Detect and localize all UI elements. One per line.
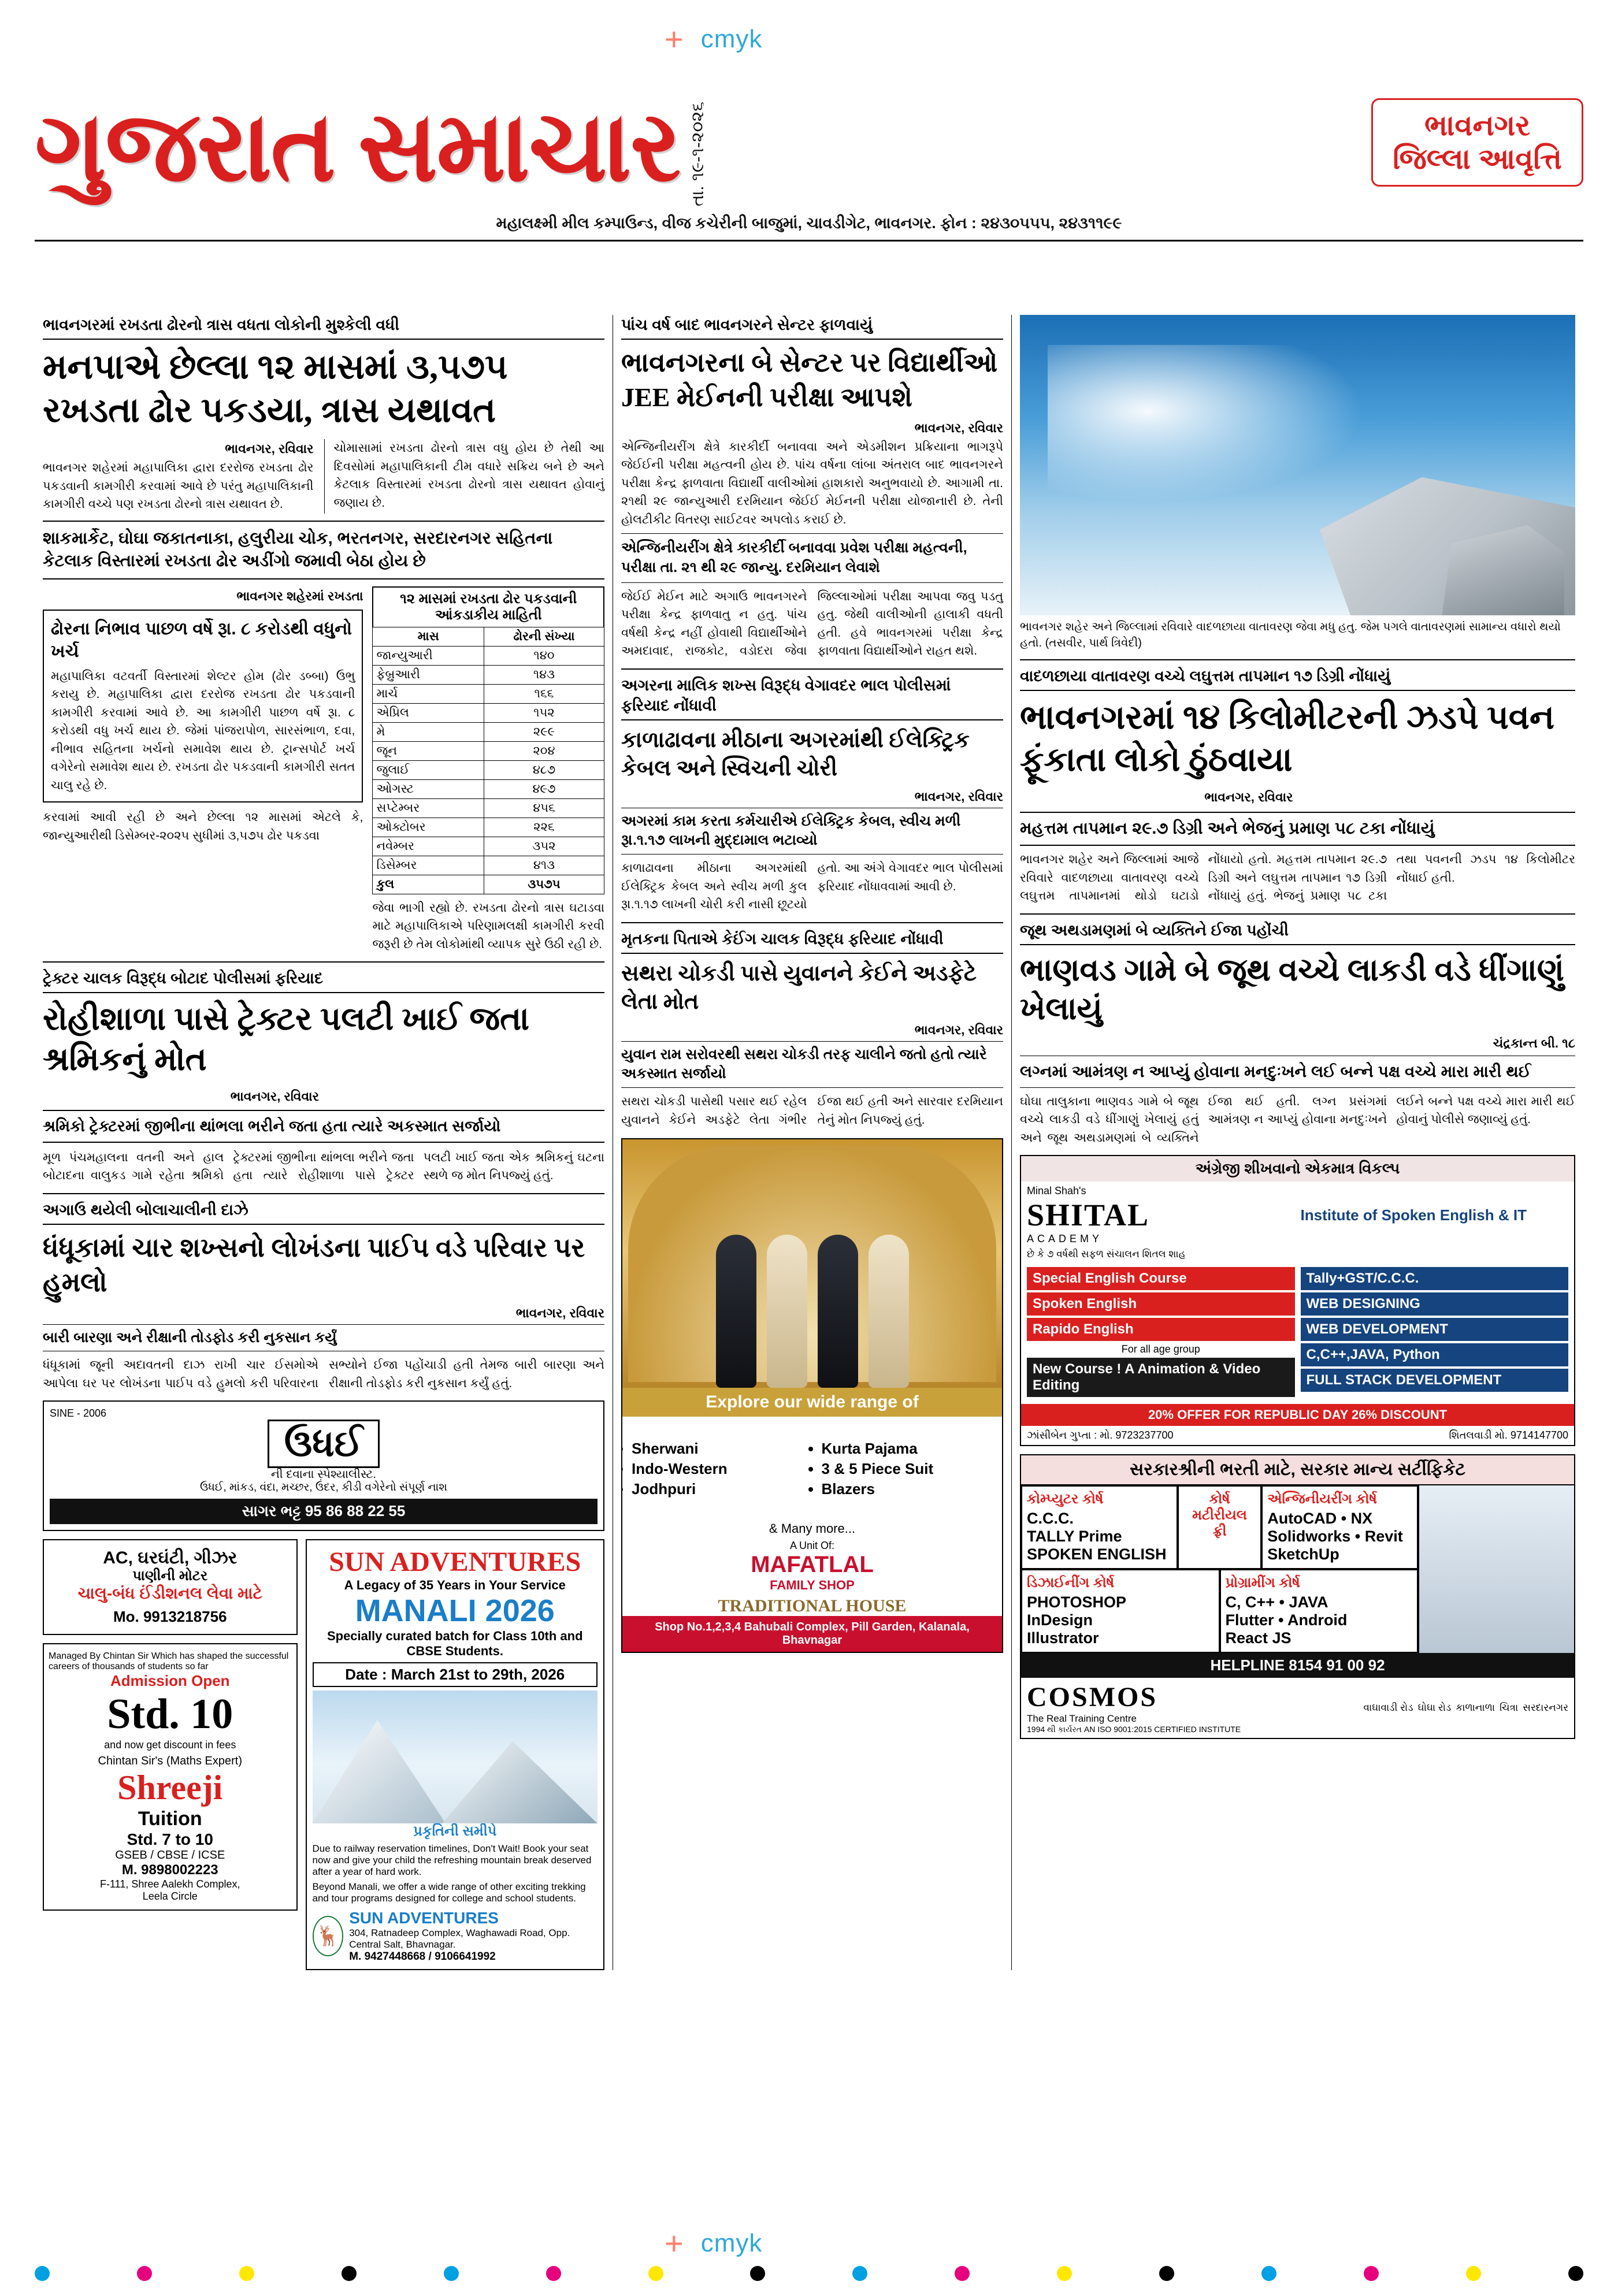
ad-cosmos-courses[interactable] [1020,1454,1575,1739]
masthead-address: મહાલક્ષ્મી મીલ કમ્પાઉન્ડ, વીજ કચેરીની બાજુમાં, ચાવડીગેટ, ભાવનગર. ફોન : ૨૪૩૦૫૫૫, ૨૪૩૧૧૯૯ [496,214,1122,232]
table-row: માર્ચ ૧૬૬ [373,684,604,703]
ad-shital-course-3[interactable]: Rapido English [1027,1318,1295,1341]
ad-sun-program: MANALI 2026 [355,1593,555,1629]
bhanvad-byline: ચંદ્રકાન્ત બી. ૧૮ [1493,1035,1575,1050]
ad-shital-brand: SHITAL [1027,1198,1150,1233]
ad-shreeji-name: Shreeji [117,1769,223,1807]
cable-subhead: અગરમાં કામ કરતા કર્મચારીએ ઈલેક્ટ્રિક કેબલ, સ્વીચ મળી રૂ।.૧.૧૭ લાખની મુદ્દામાલ ભટાવ્યો [621,808,1003,855]
ad-shreeji-discount: and now get discount in fees [104,1739,236,1751]
ad-ac-line1: AC, ઘરઘંટી, ગીઝર [103,1548,237,1568]
cattle-subhead: શાકમાર્કેટ, ઘોઘા જકાતનાકા, હલુરીયા ચોક, ભરતનગર, સરદારનગર સહિતના કેટલાક વિસ્તારમાં રખડતા ઢોર અડીંગો જમાવી બેઠા હોય છે [43,521,604,579]
section-rule-4 [621,922,1003,923]
ad-shital-left-note: For all age group [1121,1343,1200,1355]
ad-shreeji-addr2: Leela Circle [142,1890,198,1903]
ad-mafatlal-many-more: & Many more... [769,1521,856,1536]
table-row: જાન્યુઆરી ૧૪૦ [373,646,604,665]
masthead [35,93,1583,242]
ad-shital-it-5[interactable]: FULL STACK DEVELOPMENT [1301,1369,1569,1392]
ad-cosmos-branch-2: ઘોઘા રોડ [1417,1702,1452,1714]
cable-byline: ભાવનગર, રવિવાર [914,789,1003,804]
sathra-subhead: યુવાન રામ સરોવરથી સથરા ચોકડી તરફ ચાલીને જતો હતો ત્યારે અકસ્માત સર્જાયો [621,1041,1003,1088]
tractor-subhead: શ્રમિકો ટ્રેક્ટરમાં જીભીના થાંભલા ભરીને જતા હતા ત્યારે અકસ્માત સર્જાયો [43,1110,604,1142]
cattle-boxed-note [43,610,363,803]
edition-badge [1371,98,1583,187]
registration-plus-icon: + [665,21,684,57]
ad-shital-course-1[interactable]: Special English Course [1027,1267,1295,1290]
cold-byline: ભાવનગર, રવિવાર [1204,790,1293,805]
ad-sun-mobile[interactable]: M. 9427448668 / 9106641992 [349,1951,496,1963]
ad-shital-gu-title: અંગ્રેજી શીખવાનો એકમાત્ર વિકલ્પ [1021,1156,1574,1182]
ad-shital-contact-2[interactable]: શિતલવાડી મો. 9714147700 [1449,1429,1568,1441]
ad-udhai-since: SINE - 2006 [50,1407,107,1420]
table-row: કુલ ૩૫૭૫ [373,875,604,894]
section-rule-2 [43,1193,604,1194]
ad-mafatlal-address: Shop No.1,2,3,4 Bahubali Complex, Pill Garden, Kalanala, Bhavnagar [622,1616,1002,1652]
bhanvad-kicker: જૂથ અથડામણમાં બે વ્યક્તિને ઈજા પહોંચી [1020,920,1575,945]
ad-shital-academy[interactable] [1020,1155,1575,1446]
ad-shital-it-3[interactable]: WEB DEVELOPMENT [1301,1318,1569,1341]
table-row: નવેમ્બર ૩૫૨ [373,837,604,856]
table-row: એપ્રિલ ૧૫૨ [373,703,604,722]
dhanduka-byline: ભાવનગર, રવિવાર [515,1305,604,1320]
ad-shital-it-4[interactable]: C,C++,JAVA, Python [1301,1343,1569,1366]
ad-sun-address: 304, Ratnadeep Complex, Waghawadi Road, Opp. Central Salt, Bhavnagar. [349,1927,570,1951]
ad-shreeji-tuition[interactable] [43,1643,298,1911]
ad-mafatlal-store: TRADITIONAL HOUSE [718,1596,907,1616]
ad-shreeji-std: Std. 10 [107,1691,233,1738]
ad-ac-line2: પાણીની મોટર [132,1568,208,1584]
cmyk-label-top: cmyk [700,25,763,53]
ad-mafatlal-items-right: • Kurta Pajama • 3 & 5 Piece Suit • Blazers [812,1432,1003,1506]
ad-sun-sub: Specially curated batch for Class 10th and CBSE Students. [326,1629,583,1659]
jee-para-1: એન્જિનીયરીંગ ક્ષેત્રે કારકીર્દી બનાવવા અને એડમીશન પ્રક્રિયાના ભાગરૂપે જેઈઈની પરીક્ષા મહત્વની હોય છે. પાંચ વર્ષના લાંબા અંતરાલ બાદ ભાવનગરને પરીક્ષા કેન્દ્ર ફાળવાતા વિદ્યાર્થી વાલીઓમાં હાશકારો અનુભવાયો છે. આગામી તા. ૨૧થી ૨૯ જાન્યુઆરી દરમિયાન જેઈઈ મેઈનની પરીક્ષા યોજાનારી છે. તેની હોલટીકીટ વિતરણ સાઈટવર અપલોડ કરાઈ છે. [621,440,1004,526]
tractor-body: મૂળ પંચમહાલના વતની અને હાલ બોટાદના વાલુકડ ગામે રહેતા શ્રમિકો ટ્રેક્ટરમાં જીભીના થાંભલા ભરીને જતા હતા ત્યારે રોહીશાળા પાસે ટ્રેક્ટર પલટી ખાઈ જતા એક શ્રમિકનું ઘટના સ્થળે જ મોત નિપજ્યું હતું. [43,1150,604,1183]
ad-sun-adventures[interactable] [306,1539,604,1970]
ad-udhai-name: સાગર ભટ્ટ [242,1502,301,1520]
ad-cosmos-engineering-course[interactable]: એન્જિનીયરીંગ કોર્ષ AutoCAD • NX Solidworks • Revit SketchUp [1261,1485,1418,1569]
ad-cosmos-helpline[interactable]: HELPLINE 8154 91 00 92 [1021,1653,1574,1678]
cold-headline: ભાવનગરમાં ૧૪ કિલોમીટરની ઝડપે પવન ફૂંકાતા લોકો ઠુંઠવાયા [1020,699,1555,778]
ad-sun-note-1: Due to railway reservation timelines, Don't Wait! Book your seat now and give your child the refreshing mountain break deserved after a year of hard work. [312,1843,592,1878]
cattle-table-footnote: જેવા ભાગી રહ્યો છે. રખડતા ઢોરનો ત્રાસ ઘટાડવા માટે મહાપાલિકાએ પરિણામલક્ષી કામગીરી કરવી જરૂરી છે તેમ લોકોમાંથી વ્યાપક સુરે ઉઠી રહી છે. [372,901,604,951]
jee-subhead: એન્જિનીયરીંગ ક્ષેત્રે કારકીર્દી બનાવવા પ્રવેશ પરીક્ષા મહત્વની, પરીક્ષા તા. ૨૧ થી ૨૯ જાન્યુ. દરમિયાન લેવાશે [621,533,1003,583]
bhanvad-headline: ભાણવડ ગામે બે જૂથ વચ્ચે લાકડી વડે ધીંગાણું ખેલાયું [1020,952,1564,1027]
edition-line-1: ભાવનગર [1424,109,1531,142]
ad-cosmos-designing-course[interactable]: ડિઝાઈનીંગ કોર્ષ PHOTOSHOP InDesign Illustrator [1021,1569,1220,1653]
ad-mafatlal-items-left: • Sherwani • Indo-Western • Jodhpuri [622,1432,812,1506]
cattle-table-caption: ૧૨ માસમાં રખડતા ઢોર પકડવાની આંકડાકીય માહિતી [372,586,604,627]
ad-cosmos-brand: COSMOS [1027,1682,1158,1713]
section-rule-5 [1020,659,1575,660]
jee-byline: ભાવનગર, રવિવાર [914,420,1003,435]
ad-shital-contact-1[interactable]: ઝાંસીબેન ગુપ્તા : મો. 9723237700 [1027,1429,1174,1441]
ad-cosmos-branch-3: કાળાનાળા [1456,1702,1495,1714]
table-row: સપ્ટેમ્બર ૪૫૬ [373,798,604,818]
cattle-para-1: ભાવનગર શહેરમાં મહાપાલિકા દ્વારા દરરોજ રખડતા ઢોર પકડવાની કામગીરી કરવામાં આવે છે પરંતુ મહાપાલિકાની કામગીરી વચ્ચે પણ રખડતા ઢોરનો ત્રાસ યથાવત છે. [43,461,314,511]
ad-ac-mobile[interactable]: Mo. 9913218756 [113,1608,227,1626]
ad-sun-date: Date : March 21st to 29th, 2026 [313,1662,598,1687]
cold-kicker: વાદળછાયા વાતાવરણ વચ્ચે લઘુત્તમ તાપમાન ૧૭ ડિગ્રી નોંધાયું [1020,666,1575,691]
jee-headline: ભાવનગરના બે સેન્ટર પર વિદ્યાર્થીઓ JEE મેઈનની પરીક્ષા આપશે [621,348,998,412]
tractor-headline: રોહીશાળા પાસે ટ્રેક્ટર પલટી ખાઈ જતા શ્રમિકનું મોત [43,1001,530,1078]
ad-cosmos-programming-course[interactable]: પ્રોગ્રામીંગ કોર્ષ C, C++ • JAVA Flutter • Android React JS [1220,1569,1419,1653]
ad-shital-note: છે કે ૭ વર્ષથી સફળ સંચાલન શિતલ શાહ [1027,1249,1186,1260]
weather-photo-caption: ભાવનગર શહેર અને જિલ્લામાં રવિવારે વાદળછાયા વાતાવરણ જેવા મધુ હતુ. જેમ પગલે વાતાવરણમાં સામાન્ય વધારો થયો હતો. (તસવીર, પાર્થ ત્રિવેદી) [1020,621,1561,649]
table-header-month: માસ [373,627,484,646]
ad-sun-photo [313,1691,598,1823]
ad-cosmos-branch-4: ચિત્રા [1500,1702,1519,1714]
ad-cosmos-iso: 1994 થી કાર્યરત AN ISO 9001:2015 CERTIFIED INSTITUTE [1027,1725,1241,1734]
column-center [613,315,1011,1970]
ad-shreeji-boards: GSEB / CBSE / ICSE [115,1849,225,1862]
cattle-byline-2: ભાવનગર શહેરમાં રખડતા [236,588,363,603]
cold-body: ભાવનગર શહેર અને જિલ્લામાં આજે રવિવારે વાદળછાયા વાતાવરણ વચ્ચે લઘુત્તમ તાપમાનમાં થોડો ઘટાડો નોંધાયો હતો. મહત્તમ તાપમાન ૨૯.૭ ડિગ્રી અને લઘુત્તમ તાપમાન ૧૭ ડિગ્રી નોંધાયું હતું. ભેજનું પ્રમાણ ૫૮ ટકા તથા પવનની ઝડપ ૧૪ કિલોમીટર નોંધાઈ હતી. [1020,853,1575,903]
cattle-table-body [373,646,604,894]
cable-kicker: અગરના માલિક શખ્સ વિરૂદ્ધ વેગાવદર ભાલ પોલીસમાં ફરિયાદ નોંધાવી [621,675,1003,720]
ad-shital-academy-word: ACADEMY [1027,1233,1103,1245]
table-row: ઓગસ્ટ ૪૯૭ [373,779,604,798]
ad-cosmos-branch-1: વાઘાવાડી રોડ [1363,1702,1413,1714]
table-row: મે ૨૯૯ [373,722,604,741]
table-row: જૂન ૨૦૪ [373,741,604,760]
ad-shreeji-managed: Managed By Chintan Sir Which has shaped the successful careers of thousands of students so far [49,1651,289,1672]
sathra-byline: ભાવનગર, રવિવાર [914,1022,1003,1037]
ad-ac-line3: ચાલુ-બંધ ઈંડીશનલ લેવા માટે [77,1584,262,1603]
cable-body: કાળાઢાવના મીઠાના અગરમાંથી ઈલેક્ટ્રિક કેબલ અને સ્વીચ મળી કુલ રૂ।.૧.૧૭ લાખની ચોરી કરી નાસી છૂટયો હતો. આ અંગે વેગાવદર ભાલ પોલીસમાં ફરિયાદ નોંધાવવામાં આવી છે. [621,861,1003,912]
table-header-count: ઢોરની સંખ્યા [484,627,604,646]
cmyk-label-bottom: cmyk [700,2229,763,2257]
section-rule-6 [1020,913,1575,915]
masthead-rule [35,240,1583,242]
ad-cosmos-computer-course[interactable]: કોમ્પ્યુટર કોર્ષ C.C.C. TALLY Prime SPOKEN ENGLISH [1021,1485,1178,1569]
main-content [35,315,1583,1970]
jee-body: જેઈઈ મેઈન માટે અગાઉ ભાવનગરને પરીક્ષા કેન્દ્ર ફાળવાતુ ન હતુ. પાંચ વર્ષથી કેન્દ્ર નહીં હોવાથી વિદ્યાર્થીઓને અમદાવાદ, રાજકોટ, વડોદરા જેવા જિલ્લાઓમાં પરીક્ષા આપવા જવુ પડતુ હતુ. જેથી વાલીઓની હાલાકી વધતી હતી. હવે ભાવનગરમાં પરીક્ષા કેન્દ્ર ફાળવાતા વિદ્યાર્થીઓને રાહત થશે. [621,589,1003,658]
ad-shital-it-2[interactable]: WEB DESIGNING [1301,1292,1569,1316]
ad-shreeji-addr1: F-111, Shree Aalekh Complex, [100,1878,240,1890]
sathra-headline: સથરા ચોકડી પાસે યુવાનને કેઈને અડફેટે લેતા મોત [621,961,977,1015]
cable-headline: કાળાઢાવના મીઠાના અગરમાંથી ઈલેક્ટ્રિક કેબલ અને સ્વિચની ચોરી [621,727,970,781]
table-row: જુલાઈ ૪૮૭ [373,760,604,779]
ad-shreeji-admission: Admission Open [110,1672,230,1690]
sathra-body: સથરા ચોકડી પાસેથી પસાર થઈ રહેલ યુવાનને કેઈને અડફેટે લેતા ગંભીર ઈજા થઈ હતી અને સારવાર દરમિયાન તેનું મોત નિપજ્યું હતું. [621,1095,1003,1127]
cattle-box-body: મહાપાલિકા વટવર્તી વિસ્તારમાં શેલ્ટર હોમ (ઢોર ડબ્બા) ઉભુ કરાયુ છે. મહાપાલિકા દ્વારા દરરોજ રખડતા ઢોર પકડવાની કામગીરી કરવામાં આવે છે. આ કામગીરી પાછળ વર્ષે રૂા. ૮ કરોડથી વધુ ખર્ચ થાય છે. જેમાં પાંજરાપોળ, સારસંભાળ, દવા, નીભાવ સહિતના ખર્ચનો સમાવેશ થાય છે. ટ્રાન્સપોર્ટ ખર્ચ વગેરેનો સમાવેશ થાય છે. રખડતા ઢોર પકડવાની કામગીરી સતત ચાલુ રહે છે. [51,669,355,792]
ad-sun-title: SUN ADVENTURES [329,1547,581,1578]
cold-subhead: મહત્તમ તાપમાન ૨૯.૭ ડિગ્રી અને ભેજનું પ્રમાણ ૫૮ ટકા નોંધાયું [1020,812,1575,846]
issue-date: તા. ૧૯-૧-૨૦૨૬ [688,102,707,207]
ad-udhai[interactable] [43,1400,604,1531]
ad-cosmos-branch-5: સરદારનગર [1523,1702,1568,1714]
ad-sun-tagline: A Legacy of 35 Years in Your Service [344,1578,566,1593]
bhanvad-body: ઘોઘા તાલુકાના ભાણવડ ગામે બે જૂથ વચ્ચે લાકડી વડે ધીંગાણું ખેલાયું હતું અને જૂથ અથડામણમાં બે વ્યક્તિને ઈજા થઈ હતી. લગ્ન પ્રસંગમાં આમંત્રણ ન આપ્યું હોવાના મનદુઃખને લઈને બન્ને પક્ષ વચ્ચે મારા મારી થઈ હોવાનું પોલીસે જણાવ્યું હતું. [1020,1094,1575,1145]
cattle-tail: કરવામાં આવી રહી છે અને છેલ્લા ૧૨ માસમાં એટલે કે, જાન્યુઆરીથી ડિસેમ્બર-૨૦૨૫ સુધીમાં ૩,૫૭૫ ઢોર પકડવા [43,811,363,842]
weather-photo [1020,315,1575,615]
ad-cosmos-header: સરકારશ્રીની ભરતી માટે, સરકાર માન્ય સર્ટીફિકેટ [1021,1455,1574,1485]
table-row: ડિસેમ્બર ૪૧૩ [373,856,604,875]
dhanduka-headline: ધંધૂકામાં ચાર શખ્સનો લોખંડના પાઈપ વડે પરિવાર પર હુમલો [43,1233,585,1297]
tractor-kicker: ટ્રેક્ટર ચાલક વિરૂદ્ધ બોટાદ પોલીસમાં ફરિયાદ [43,968,604,993]
model-figures [622,1214,1002,1388]
cattle-kicker: ભાવનગરમાં રખડતા ઢોરનો ત્રાસ વધતા લોકોની મુશ્કેલી વધી [43,315,604,340]
ad-mafatlal-unit: A Unit Of: [789,1540,835,1552]
bhanvad-subhead: લગ્નમાં આમંત્રણ ન આપ્યું હોવાના મનદુઃખને લઈ બન્ને પક્ષ વચ્ચે મારા મારી થઈ [1020,1056,1575,1088]
registration-plus-icon-bottom: + [665,2225,684,2261]
dhanduka-kicker: અગાઉ થયેલી બોલાચાલીની દાઝે [43,1200,604,1225]
ad-cosmos-photo [1418,1485,1574,1653]
ad-udhai-phone: 95 86 88 22 55 [305,1502,406,1520]
ad-shreeji-mobile[interactable]: M. 9898002223 [121,1862,218,1878]
cattle-byline: ભાવનગર, રવિવાર [225,441,314,456]
ad-mafatlal-explore: Explore our wide range of [622,1388,1002,1417]
ad-ac-service[interactable] [43,1539,298,1635]
ad-sun-footer-name: SUN ADVENTURES [349,1909,499,1927]
ad-shital-offer: 20% OFFER FOR REPUBLIC DAY 26% DISCOUNT [1021,1404,1574,1426]
ad-shreeji-tuition-label: Tuition [138,1808,202,1830]
deer-logo-icon: 🦌 [313,1916,344,1956]
jee-kicker: પાંચ વર્ષ બાદ ભાવનગરને સેન્ટર ફાળવાયું [621,315,1003,340]
ad-cosmos-brand-sub: The Real Training Centre [1027,1713,1137,1725]
ad-shreeji-range: Std. 7 to 10 [127,1830,213,1849]
ad-udhai-line1: ની દવાના સ્પેશ્યાલીસ્ટ. [271,1468,376,1481]
crop-mark-top [665,23,762,55]
cattle-stats-table [372,586,604,894]
ad-shital-course-2[interactable]: Spoken English [1027,1292,1295,1316]
ad-mafatlal-brand: MAFATLAL [751,1552,874,1578]
tractor-byline: ભાવનગર, રવિવાર [230,1089,319,1104]
ad-mafatlal-photo [622,1139,1002,1388]
dhanduka-body: ધંધૂકામાં જૂની અદાવતની દાઝ રાખી ચાર ઈસમોએ આપેલા ઘર પર લોખંડના પાઈપ વડે હુમલો કરી પરિવારના સભ્યોને ઈજા પહોંચાડી હતી તેમજ બારી બારણા અને રીક્ષાની તોડફોડ કરી નુકસાન કર્યું હતું. [43,1358,604,1390]
color-control-strip [35,2266,1583,2281]
crop-mark-bottom [665,2227,762,2260]
ad-shital-new-course[interactable]: New Course ! A Animation & Video Editing [1027,1358,1295,1397]
section-rule-3 [621,668,1003,670]
dhanduka-subhead: બારી બારણા અને રીક્ષાની તોડફોડ કરી નુકસાન કર્યું [43,1324,604,1352]
column-right [1011,315,1583,1970]
cattle-headline: મનપાએ છેલ્લા ૧૨ માસમાં ૩,૫૭૫ રખડતા ઢોર પકડયા, ત્રાસ યથાવત [43,348,508,430]
column-left [35,315,613,1970]
edition-line-2: જિલ્લા આવૃત્તિ [1393,142,1562,175]
ad-shital-it-1[interactable]: Tally+GST/C.C.C. [1301,1267,1569,1290]
ad-mafatlal[interactable] [621,1138,1003,1653]
table-row: ઓક્ટોબર ૨૨૬ [373,818,604,837]
ad-udhai-logo: ઉધઈ [268,1420,380,1468]
ad-sun-caption-gu: પ્રકૃતિની સમીપે [413,1823,497,1840]
page-title: ગુજરાત સમાચાર [35,93,680,202]
ad-udhai-line2: ઉધઈ, માંકડ, વંદા, મચ્છર, ઉંદર, કીડી વગેરેનો સંપૂર્ણ નાશ [200,1481,447,1494]
ad-shital-dept: Institute of Spoken English & IT [1300,1206,1527,1224]
ad-sun-note-2: Beyond Manali, we offer a wide range of other exciting trekking and tour programs designed for college and school students. [312,1881,586,1904]
section-rule [43,961,604,963]
ad-mafatlal-brand-sub: FAMILY SHOP [770,1578,855,1593]
ad-cosmos-free-material: કોર્ષ મટીરીયલ ફ્રી [1178,1485,1261,1569]
cattle-para-2: ચોમાસામાં રખડતા ઢોરનો ત્રાસ વધુ હોય છે તેથી આ દિવસોમાં મહાપાલિકાની ટીમ વધારે સક્રિય બને છે અને કેટલાક વિસ્તારમાં રખડતા ઢોરનો ત્રાસ યથાવત હોવાનું જણાય છે. [333,441,604,510]
table-row: ફેબ્રુઆરી ૧૪૩ [373,665,604,684]
cattle-box-title: ઢોરના નિભાવ પાછળ વર્ષે રૂા. ૮ કરોડથી વધુનો ખર્ચ [51,619,352,661]
ad-shreeji-expert: Chintan Sir's (Maths Expert) [98,1755,242,1768]
ad-shital-owner: Minal Shah's [1027,1185,1086,1197]
sathra-kicker: મૃતકના પિતાએ કેઈંગ ચાલક વિરૂદ્ધ ફરિયાદ નોંધાવી [621,929,1003,954]
